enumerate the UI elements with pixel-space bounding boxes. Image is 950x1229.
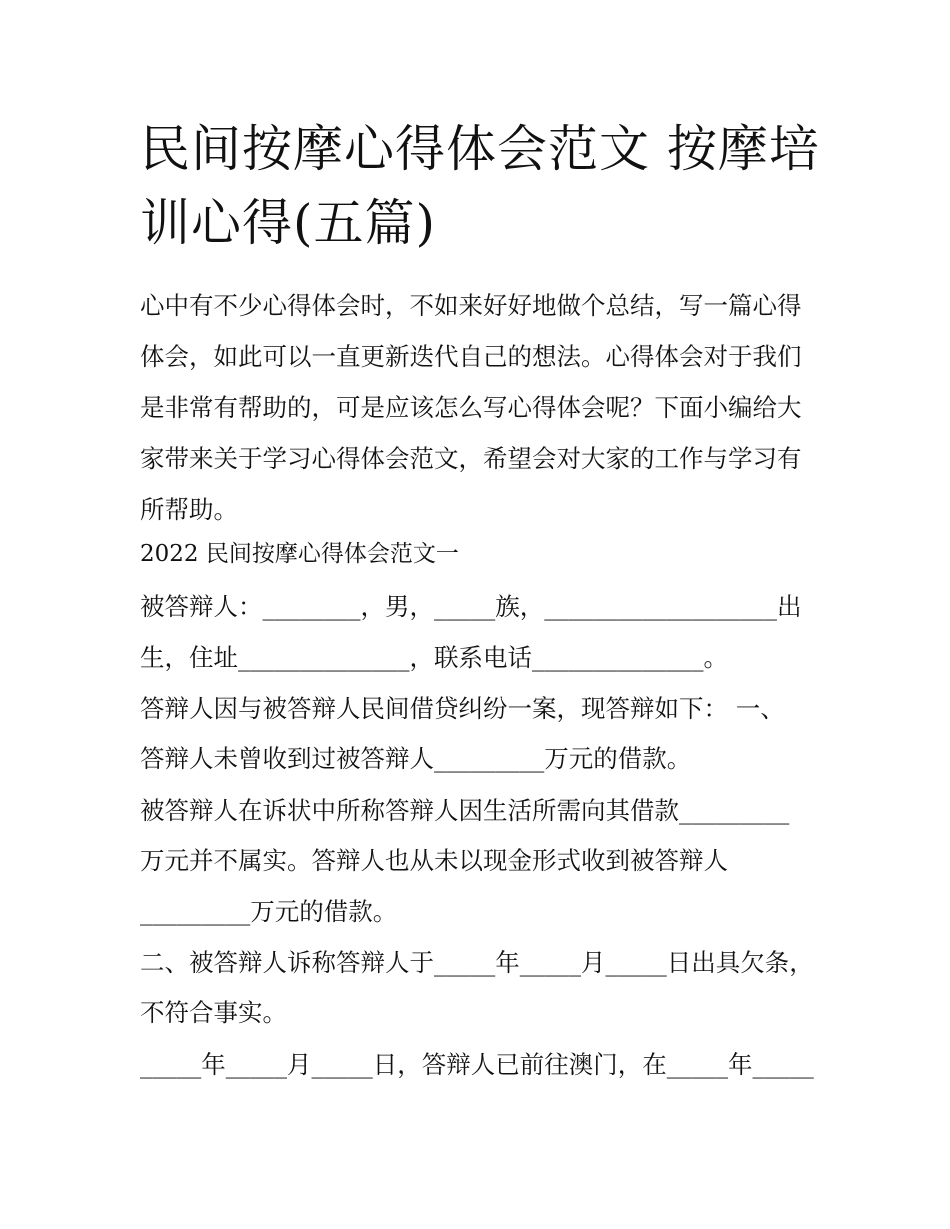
body-line: _________万元的借款。 bbox=[140, 897, 398, 926]
section-heading: 2022 民间按摩心得体会范文一 bbox=[140, 541, 459, 567]
body-line: 生，住址______________，联系电话______________。 bbox=[140, 643, 728, 672]
body-line: 被答辩人：________，男，_____族，___________________出 bbox=[140, 592, 802, 621]
body-line: _____年_____月_____日，答辩人已前往澳门，在_____年_____ bbox=[140, 1050, 814, 1079]
body-line: 二、被答辩人诉称答辩人于_____年_____月_____日出具欠条， bbox=[140, 948, 814, 977]
body-line: 答辩人未曾收到过被答辩人_________万元的借款。 bbox=[140, 744, 692, 773]
body-line: 不符合事实。 bbox=[140, 998, 287, 1027]
intro-paragraph: 心中有不少心得体会时，不如来好好地做个总结，写一篇心得体会，如此可以一直更新迭代自己的想法。心得体会对于我们是非常有帮助的，可是应该怎么写心得体会呢？下面小编给大家带来关于学习心得体会范文，希望会对大家的工作与学习有所帮助。 bbox=[140, 291, 802, 524]
body-line: 万元并不属实。答辩人也从未以现金形式收到被答辩人 bbox=[140, 846, 728, 875]
document-title: 民间按摩心得体会范文 按摩培训心得(五篇) bbox=[140, 120, 820, 252]
body-line: 答辩人因与被答辩人民间借贷纠纷一案，现答辩如下： 一、 bbox=[140, 694, 785, 723]
body-line: 被答辩人在诉状中所称答辩人因生活所需向其借款_________ bbox=[140, 796, 790, 825]
